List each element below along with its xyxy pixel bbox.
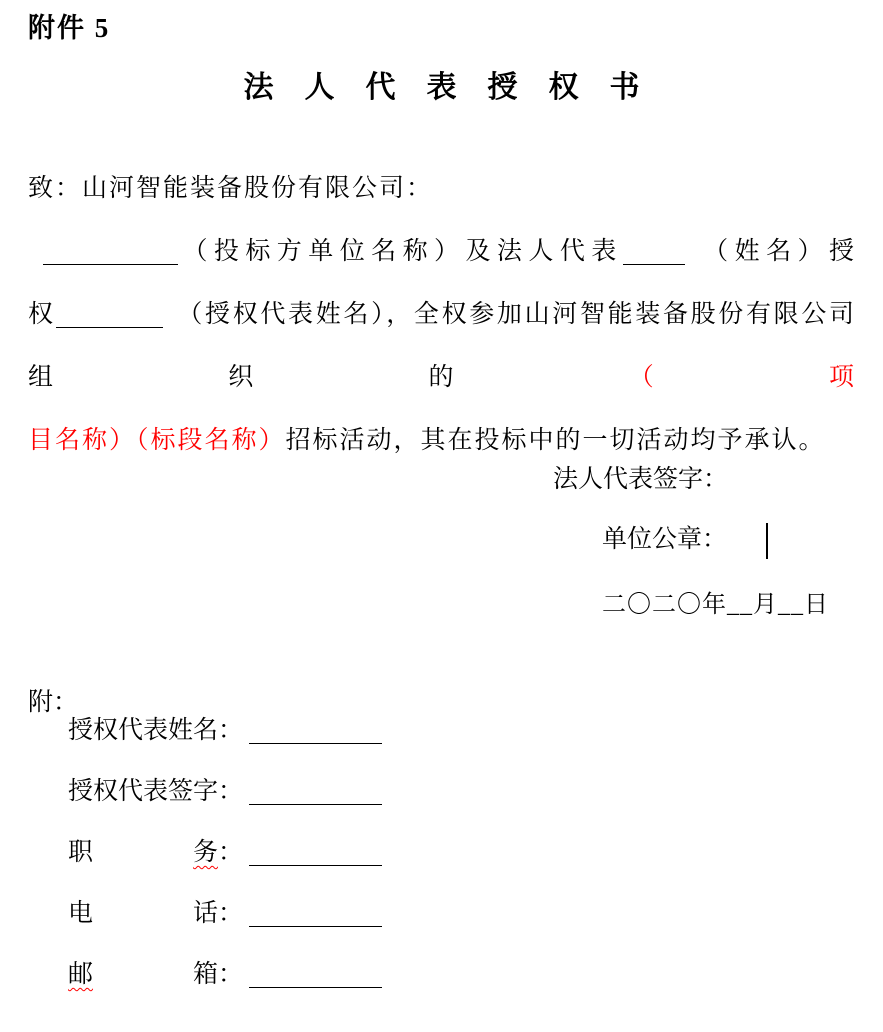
field-colon: ： [218,839,244,866]
blank-job-title-fill[interactable] [249,862,382,866]
blank-authorized-rep-signature-fill[interactable] [249,801,382,805]
body-line-1-tail: （姓名）授 [698,238,856,265]
blank-authorized-rep-name-line[interactable] [56,324,163,328]
blank-authorized-rep-name-fill[interactable] [249,740,382,744]
field-label-job-title-char1: 职 [68,839,94,866]
body-line-2 [28,283,856,409]
title-row [0,62,883,106]
legal-rep-signature-label: 法人代表签字： [553,466,729,493]
blank-email-fill[interactable] [249,984,382,988]
blank-bidder-company-line[interactable] [43,261,178,265]
field-label-phone-char1: 电 [68,900,94,927]
field-colon: ： [218,717,244,744]
field-row-email [68,959,382,991]
body-line-2-text: （授权代表姓名），全权参加山河智能装备股份有限公司组织的 [28,301,856,391]
date-line: 二〇二〇年__月__日 [602,592,829,618]
field-row-job-title [68,837,382,869]
field-label-email-char2: 箱 [192,961,218,988]
blank-phone-fill[interactable] [249,923,382,927]
document-title: 法人代表授权书 [243,71,671,104]
field-label-job-title-char2-spellcheck: 务 [192,839,218,866]
attachment-heading: 附： [28,689,79,716]
field-label-authorized-rep-name: 授权代表姓名 [68,717,219,744]
field-label-email-char1-spellcheck: 邮 [68,961,94,988]
field-row-authorized-rep-name [68,715,382,747]
body-line-1-text: （投标方单位名称）及法人代表 [178,238,623,265]
text-cursor [766,523,768,559]
body-line-3-text: 招标活动，其在投标中的一切活动均予承认。 [285,427,826,454]
project-name-red-text: （项 [628,364,856,391]
field-label-phone-char2: 话 [192,900,218,927]
blank-legal-rep-name-line[interactable] [623,261,685,265]
body-paragraph [28,157,856,472]
body-line-2-lead: 权 [28,301,56,328]
attachment-number: 附件 5 [28,13,111,43]
company-seal-label: 单位公章： [602,526,728,553]
section-name-red-text: 目名称）（标段名称） [28,427,286,454]
salutation-line: 致：山河智能装备股份有限公司： [28,175,434,202]
field-colon: ： [218,778,244,805]
field-row-authorized-rep-signature [68,776,382,808]
field-label-authorized-rep-signature: 授权代表签字 [68,778,219,805]
body-line-3 [28,409,856,472]
field-colon: ： [218,961,244,988]
body-line-1 [28,220,856,283]
field-row-phone [68,898,382,930]
field-colon: ： [218,900,244,927]
